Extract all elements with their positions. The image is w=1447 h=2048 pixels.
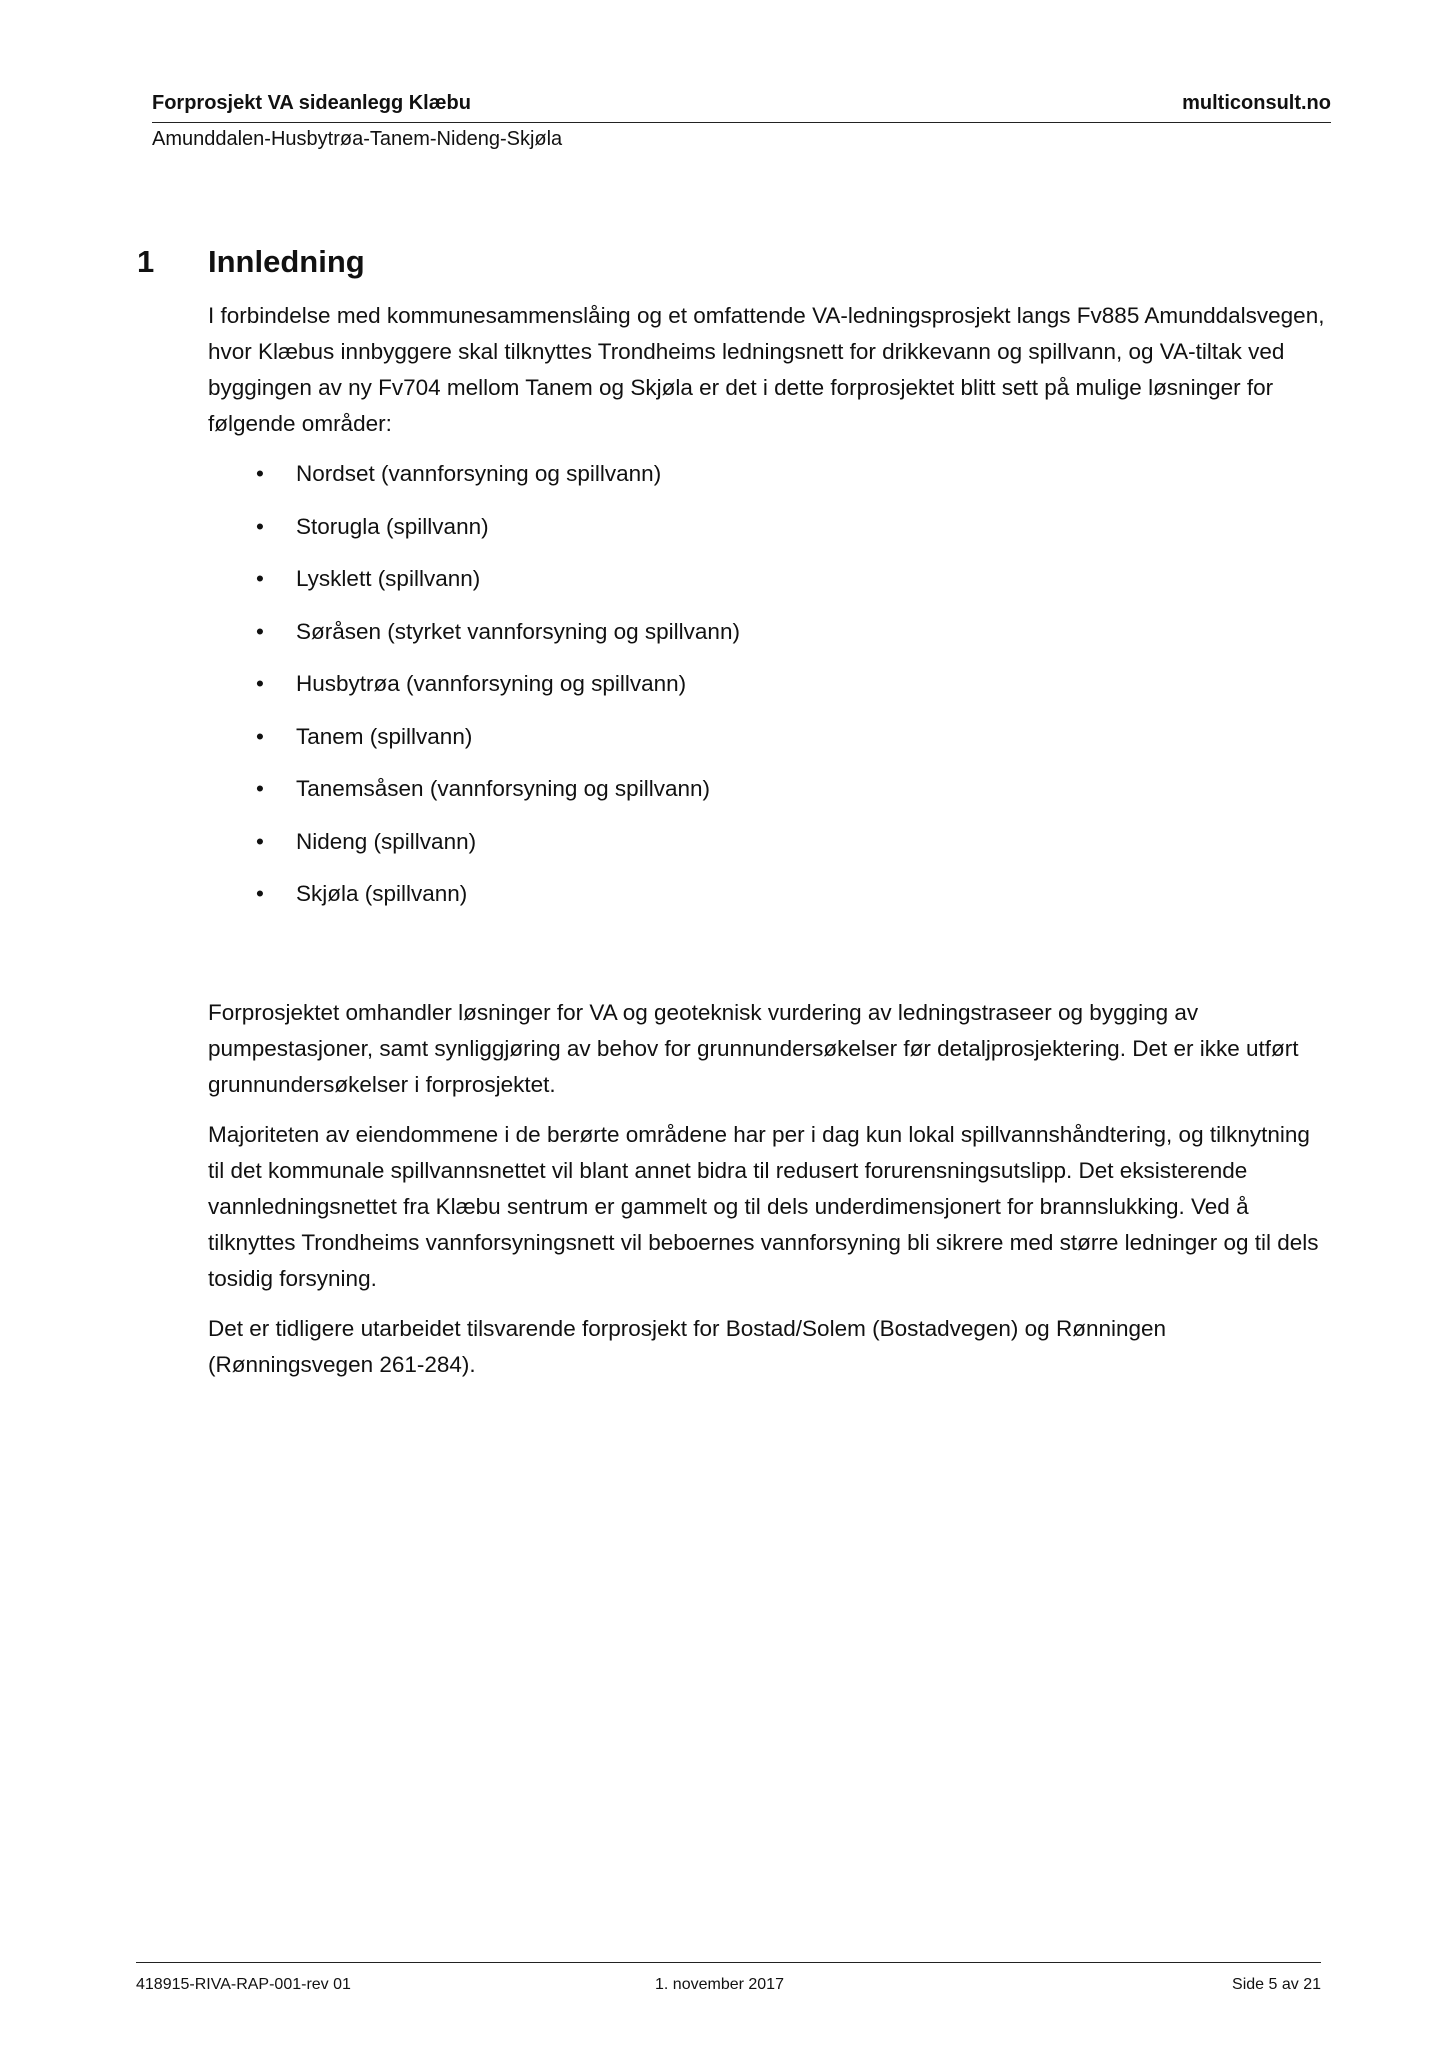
header-divider <box>152 122 1331 123</box>
list-item-label: Tanemsåsen (vannforsyning og spillvann) <box>296 776 710 801</box>
list-item <box>208 666 1328 719</box>
list-item <box>208 824 1328 877</box>
list-item <box>208 719 1328 772</box>
header-site: multiconsult.no <box>1182 92 1331 114</box>
bullet-icon: • <box>256 828 264 854</box>
list-item <box>208 456 1328 509</box>
section-title: Innledning <box>208 244 365 279</box>
bullet-icon: • <box>256 461 264 486</box>
footer-doc-id: 418915-RIVA-RAP-001-rev 01 <box>136 1976 351 1993</box>
section-number: 1 <box>137 244 155 279</box>
area-list <box>208 456 1328 929</box>
list-item <box>208 614 1328 667</box>
list-item-label: Skjøla (spillvann) <box>296 881 468 906</box>
list-item <box>208 771 1328 824</box>
list-item-label: Lysklett (spillvann) <box>296 566 481 591</box>
list-item-label: Søråsen (styrket vannforsyning og spillvann) <box>296 618 740 644</box>
bullet-icon: • <box>256 723 264 749</box>
list-item-label: Storugla (spillvann) <box>296 513 489 539</box>
header-title: Forprosjekt VA sideanlegg Klæbu <box>152 92 471 114</box>
bullet-icon: • <box>256 776 264 801</box>
footer-date: 1. november 2017 <box>655 1976 784 1993</box>
list-item-label: Nideng (spillvann) <box>296 828 477 854</box>
bullet-icon: • <box>256 566 264 591</box>
list-item-label: Tanem (spillvann) <box>296 723 473 749</box>
list-item <box>208 509 1328 562</box>
list-item <box>208 561 1328 614</box>
body-paragraph-background: Majoriteten av eiendommene i de berørte områdene har per i dag kun lokal spillvannshåndtering, og tilknytning til det kommunale spillvannsnettet vil blant annet bidra til redusert forurensningsutslipp. Det eksisterende vannledningsnettet fra Klæbu sentrum er gammelt og til dels underdimensjonert for brannslukking. Ved å tilknyttes Trondheims vannforsyningsnett vil beboernes vannforsyning bli sikrere med større ledninger og til dels tosidig forsyning. <box>208 1121 1319 1291</box>
section-body <box>208 298 1328 1397</box>
list-item <box>208 876 1328 929</box>
list-item-label: Husbytrøa (vannforsyning og spillvann) <box>296 671 687 696</box>
header-subtitle: Amunddalen-Husbytrøa-Tanem-Nideng-Skjøla <box>152 128 563 150</box>
bullet-icon: • <box>256 881 264 906</box>
bullet-icon: • <box>256 671 264 696</box>
intro-paragraph: I forbindelse med kommunesammenslåing og et omfattende VA-ledningsprosjekt langs Fv885 Amunddalsvegen, hvor Klæbus innbyggere skal tilknyttes Trondheims ledningsnett for drikkevann og spillvann, og VA-tiltak ved byggingen av ny Fv704 mellom Tanem og Skjøla er det i dette forprosjektet blitt sett på mulige løsninger for følgende områder: <box>208 303 1325 436</box>
list-item-label: Nordset (vannforsyning og spillvann) <box>296 461 662 486</box>
bullet-icon: • <box>256 513 264 539</box>
body-paragraph-scope: Forprosjektet omhandler løsninger for VA og geoteknisk vurdering av ledningstraseer og bygging av pumpestasjoner, samt synliggjøring av behov for grunnundersøkelser før detaljprosjektering. Det er ikke utført grunnundersøkelser i forprosjektet. <box>208 999 1299 1097</box>
footer-divider <box>136 1962 1321 1963</box>
bullet-icon: • <box>256 618 264 644</box>
body-paragraph-previous-work: Det er tidligere utarbeidet tilsvarende forprosjekt for Bostad/Solem (Bostadvegen) og Rønningen (Rønningsvegen 261-284). <box>208 1315 1167 1377</box>
footer-page-number: Side 5 av 21 <box>1232 1976 1321 1993</box>
